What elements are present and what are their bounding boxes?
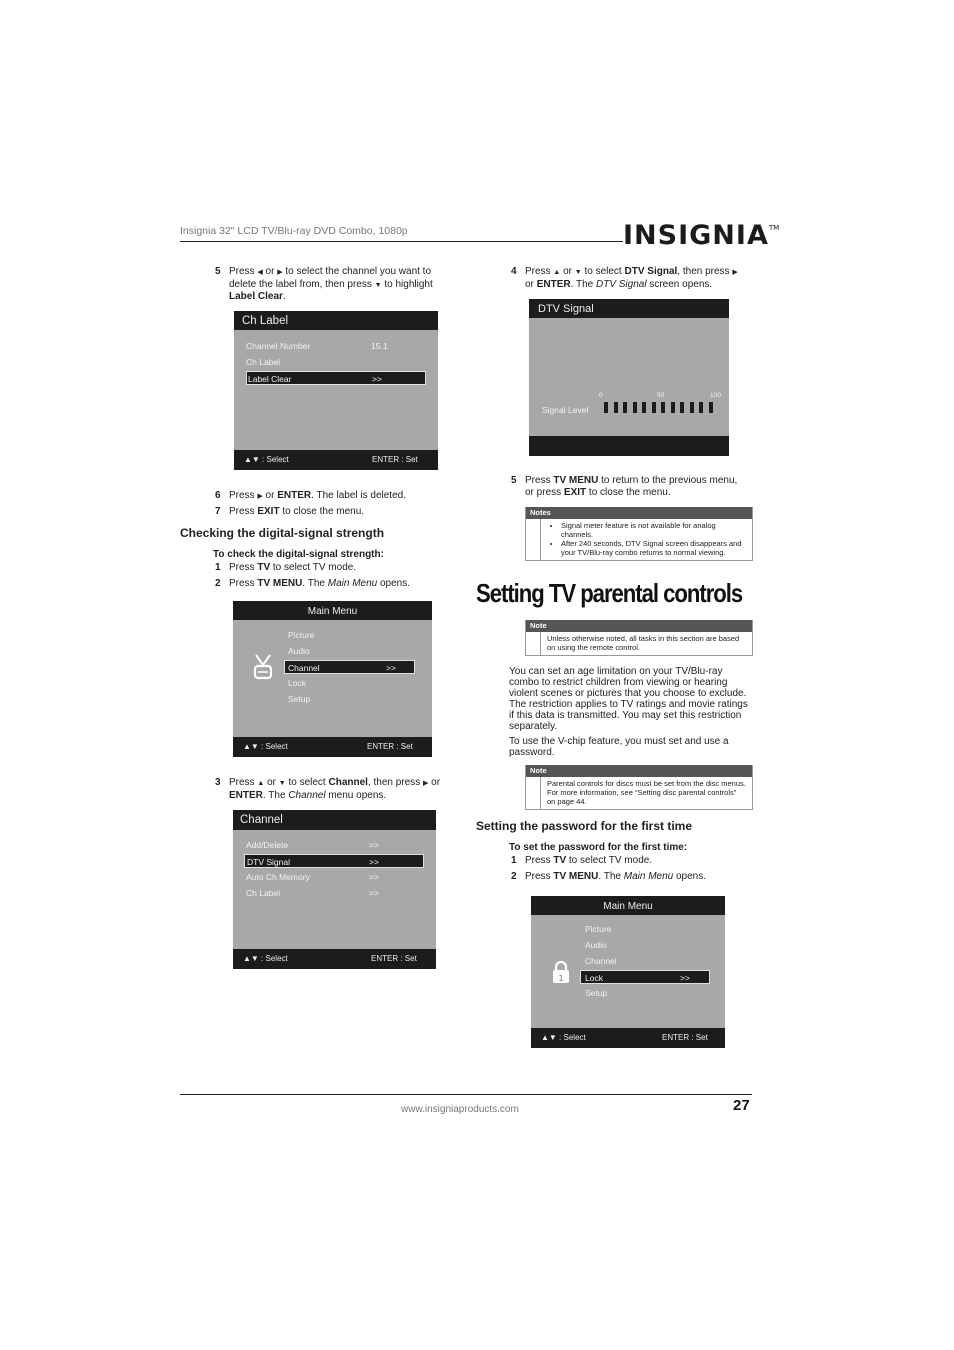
down-arrow-icon: ▼ — [574, 269, 582, 276]
svg-text:1: 1 — [558, 974, 564, 983]
notes-heading: Notes — [526, 507, 752, 519]
signal-level-meter — [604, 402, 719, 413]
section-heading: Setting the password for the first time — [476, 819, 693, 833]
header-product: Insignia 32" LCD TV/Blu-ray DVD Combo, 1080p — [180, 225, 408, 237]
signal-bar — [623, 402, 627, 413]
vchip-paragraph: To use the V-chip feature, you must set and use a password. — [509, 736, 729, 758]
up-arrow-icon: ▲ — [553, 269, 561, 276]
screen-title: Ch Label — [234, 311, 438, 330]
scale-min: 0 — [599, 392, 603, 399]
right-arrow-icon: ▶ — [423, 780, 429, 787]
menu-item-picture: Picture — [288, 630, 315, 640]
signal-bar — [709, 402, 713, 413]
menu-item-audio: Audio — [585, 940, 607, 950]
screen-title: Channel — [233, 810, 436, 830]
signal-bar — [652, 402, 656, 413]
procedure-heading: To check the digital-signal strength: — [213, 549, 384, 560]
right-arrow-icon: ▶ — [732, 269, 738, 276]
up-arrow-icon: ▲ — [257, 780, 265, 787]
down-arrow-icon: ▼ — [278, 780, 286, 787]
channel-screen — [233, 810, 436, 969]
lock-icon — [551, 960, 571, 984]
footer-rule — [180, 1094, 752, 1095]
note-item: • After 240 seconds, DTV Signal screen disappears and your TV/Blu-ray combo returns to normal viewing. — [561, 539, 746, 557]
screen-footer: ▲▼ : Select ENTER : Set — [234, 450, 438, 470]
menu-item-setup: Setup — [288, 694, 311, 704]
note-item: • Signal meter feature is not available for analog channels. — [561, 521, 746, 539]
menu-item-setup: Setup — [585, 988, 608, 998]
signal-bar — [680, 402, 684, 413]
dtv-signal-screen — [529, 299, 729, 456]
screen-row-selected: Label Clear >> — [246, 371, 426, 385]
note-heading: Note — [526, 620, 752, 632]
signal-bar — [661, 402, 665, 413]
signal-bar — [604, 402, 608, 413]
signal-bar — [690, 402, 694, 413]
signal-bar — [642, 402, 646, 413]
note-text: Parental controls for discs must be set from the disc menus. For more information, see “Setting disc parental controls” on page 44. — [540, 777, 752, 809]
ch-label-screen — [234, 311, 438, 470]
signal-bar — [633, 402, 637, 413]
screen-title: Main Menu — [531, 896, 725, 915]
scale-mid: 50 — [657, 392, 665, 399]
right-arrow-icon: ▶ — [277, 269, 283, 276]
note-text: Unless otherwise noted, all tasks in this section are based on using the remote control. — [540, 632, 752, 655]
screen-row: Ch Label — [246, 357, 281, 367]
note-box — [525, 620, 753, 656]
screen-row: Auto Ch Memory >> — [246, 872, 379, 882]
menu-item-channel: Channel — [585, 956, 617, 966]
menu-item-audio: Audio — [288, 646, 310, 656]
scale-max: 100 — [710, 392, 721, 399]
section-heading: Checking the digital-signal strength — [180, 526, 385, 540]
footer-url: www.insigniaproducts.com — [401, 1104, 519, 1115]
main-menu-lock-screen — [531, 896, 725, 1048]
chapter-title: Setting TV parental controls — [476, 578, 743, 608]
note-heading: Note — [526, 765, 752, 777]
menu-item-lock-selected: Lock >> — [580, 970, 710, 984]
down-arrow-icon: ▼ — [374, 281, 382, 289]
procedure-heading: To set the password for the first time: — [509, 842, 688, 853]
screen-footer: ▲▼ : Select ENTER : Set — [233, 737, 432, 757]
screen-row: Ch Label >> — [246, 888, 379, 898]
signal-bar — [699, 402, 703, 413]
screen-row: Channel Number 15.1 — [246, 341, 388, 351]
left-arrow-icon: ◀ — [257, 269, 263, 276]
page-number: 27 — [733, 1097, 750, 1114]
intro-paragraph: You can set an age limitation on your TV/Blu-ray combo to restrict children from viewing or hearing violent scenes or pictures that you choose to exclude. The restriction applies to TV ratings and movie ratings if this data is transmitted. You may set this restriction separately. — [509, 666, 748, 732]
screen-title: DTV Signal — [529, 299, 729, 318]
right-arrow-icon: ▶ — [257, 493, 263, 500]
header-rule — [180, 241, 623, 242]
screen-footer — [529, 436, 729, 456]
menu-item-picture: Picture — [585, 924, 612, 934]
screen-row: Add/Delete >> — [246, 840, 379, 850]
signal-bar — [614, 402, 618, 413]
signal-bar — [671, 402, 675, 413]
brand-logo: INSIGNIA™ — [623, 220, 780, 251]
notes-box — [525, 507, 753, 561]
note-box — [525, 765, 753, 810]
menu-item-channel-selected: Channel >> — [284, 660, 415, 674]
main-menu-screen — [233, 601, 432, 757]
signal-level-label: Signal Level — [542, 405, 589, 415]
menu-item-lock: Lock — [288, 678, 306, 688]
screen-footer: ▲▼ : Select ENTER : Set — [233, 949, 436, 969]
tv-antenna-icon — [251, 653, 275, 681]
screen-footer: ▲▼ : Select ENTER : Set — [531, 1028, 725, 1048]
screen-row-selected: DTV Signal >> — [244, 854, 424, 868]
screen-title: Main Menu — [233, 601, 432, 620]
